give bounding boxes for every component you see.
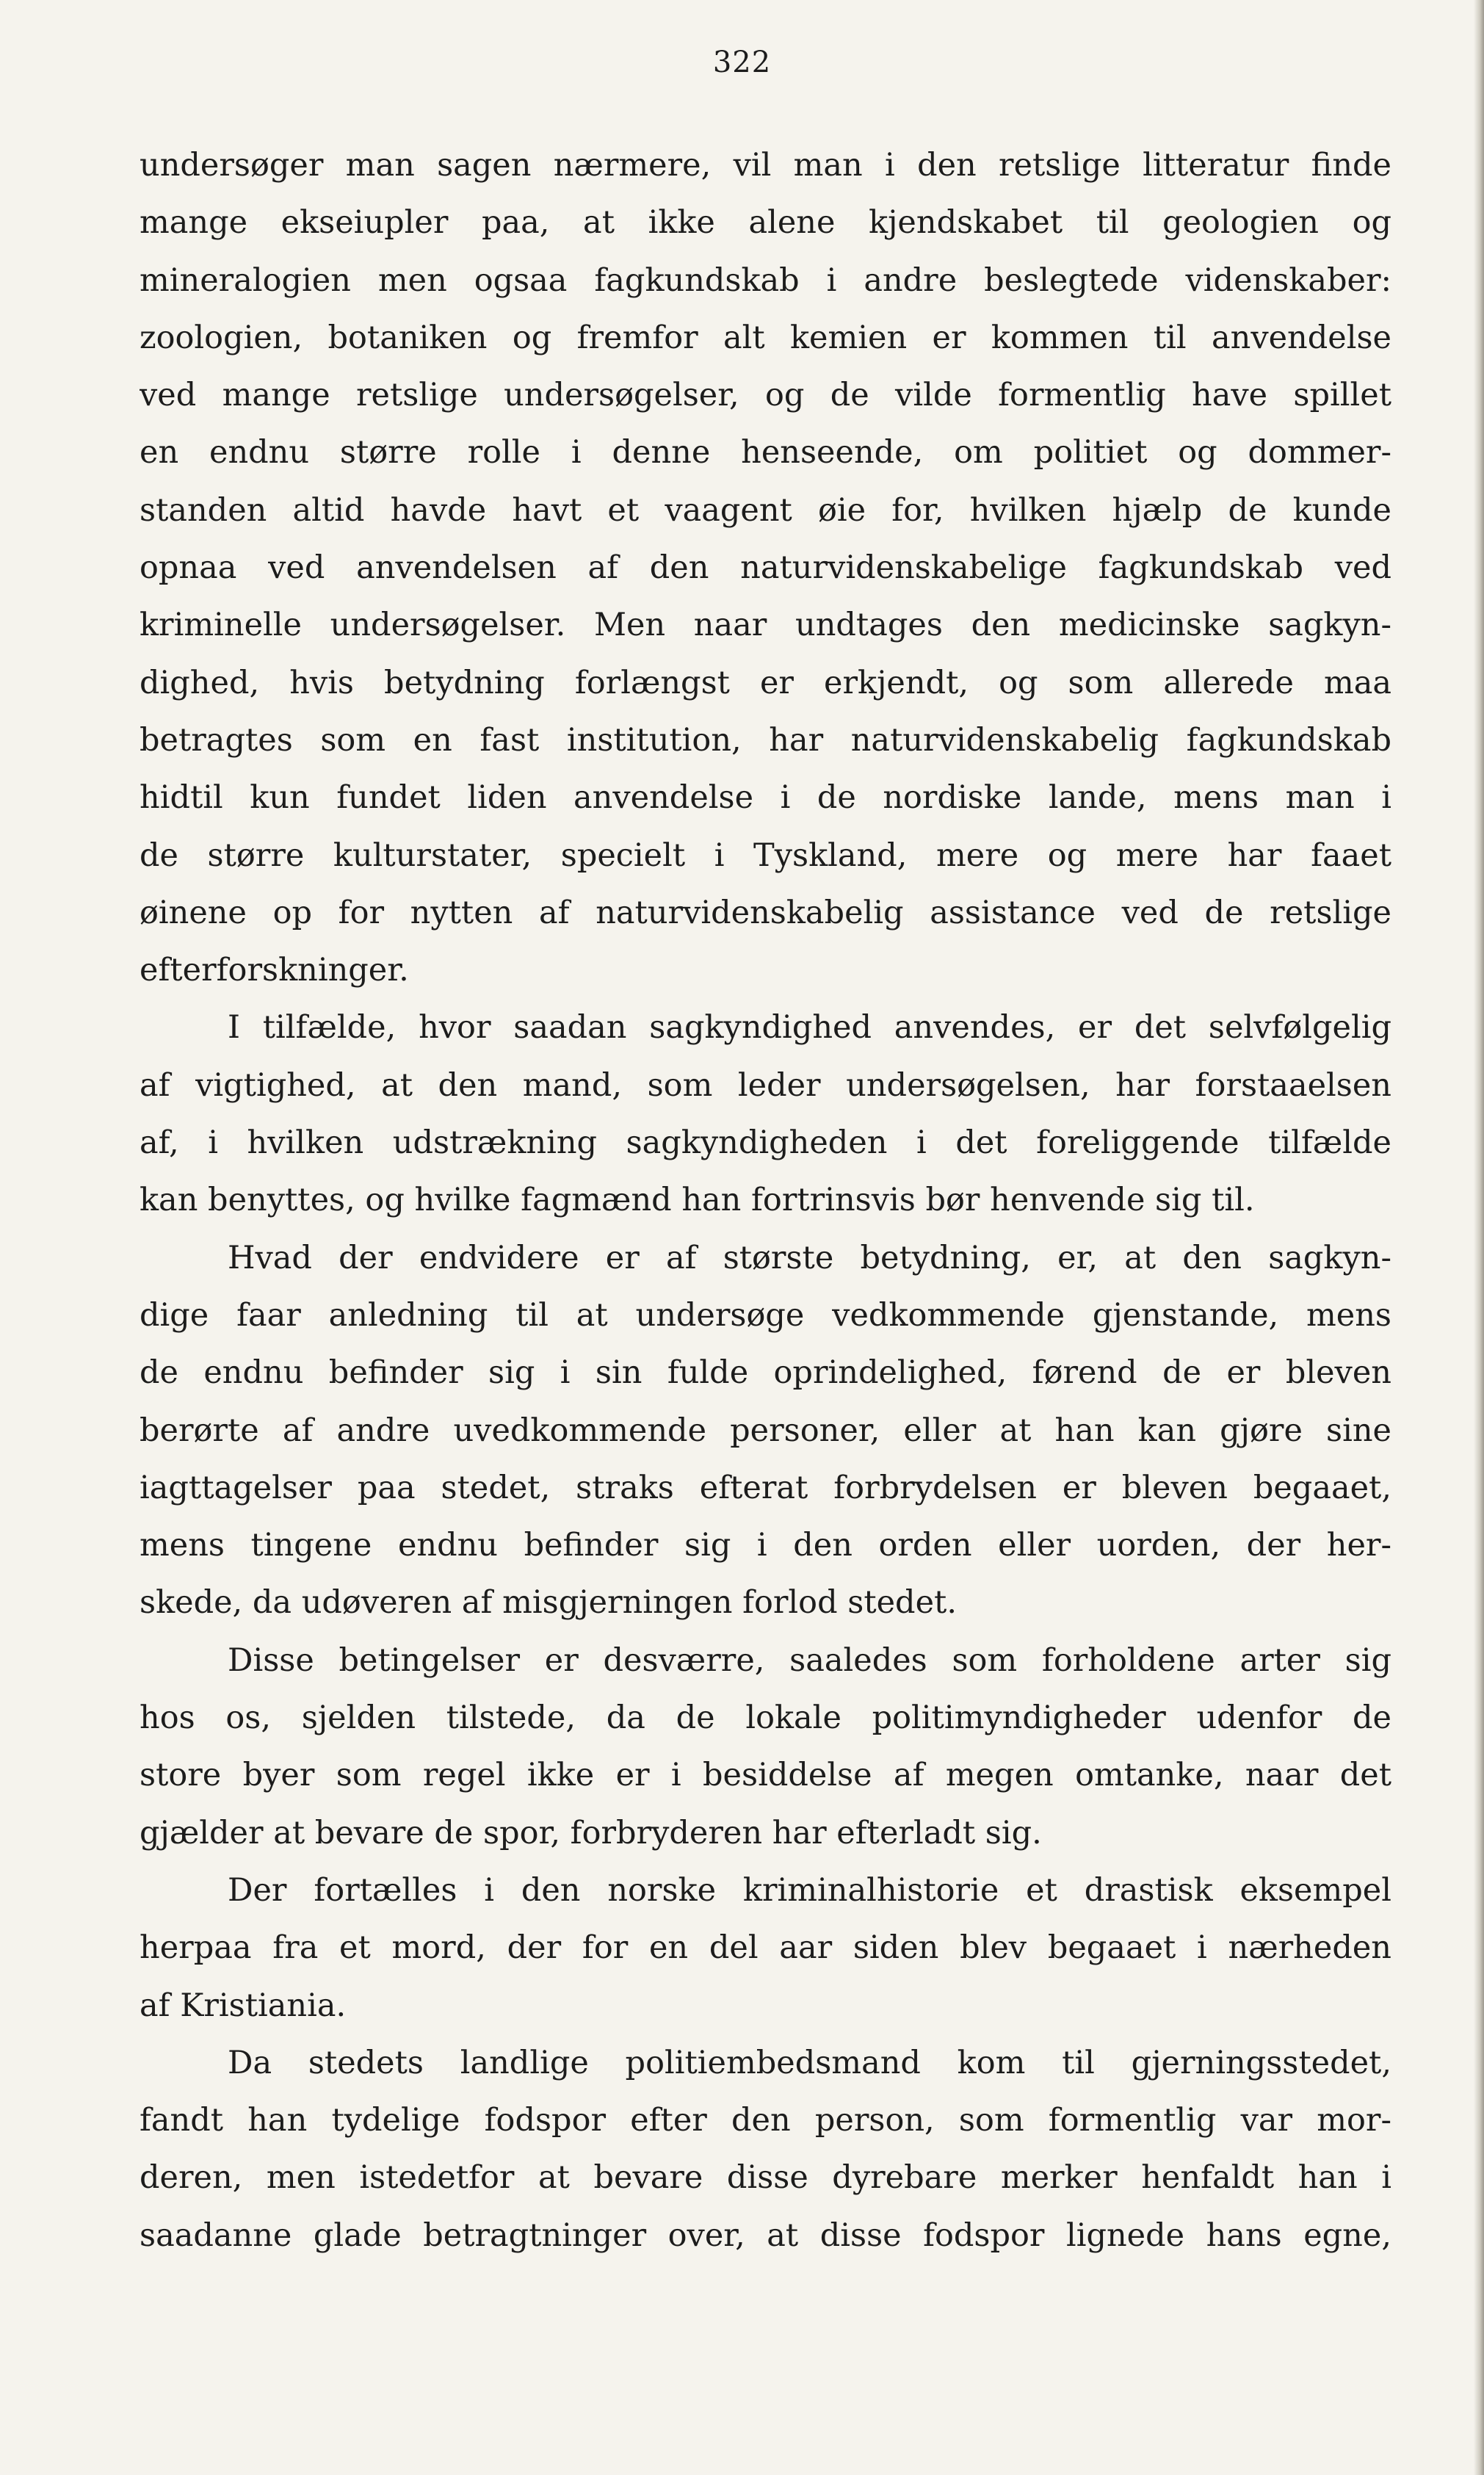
- text-line: hos os, sjelden tilstede, da de lokale politimyndigheder udenfor de: [140, 1699, 1391, 1737]
- text-line: ved mange retslige undersøgelser, og de vilde formentlig have spillet: [140, 377, 1391, 414]
- text-line: zoologien, botaniken og fremfor alt kemien er kommen til anvendelse: [140, 319, 1391, 356]
- text-line: en endnu større rolle i denne henseende, om politiet og dommer-: [140, 434, 1391, 471]
- text-line: herpaa fra et mord, der for en del aar siden blev begaaet i nærheden: [140, 1929, 1391, 1967]
- text-line: af vigtighed, at den mand, som leder undersøgelsen, har forstaaelsen: [140, 1066, 1391, 1104]
- text-line: Der fortælles i den norske kriminalhistorie et drastisk eksempel: [228, 1871, 1391, 1909]
- text-line: gjælder at bevare de spor, forbryderen har efterladt sig.: [140, 1814, 1042, 1851]
- text-line: mineralogien men ogsaa fagkundskab i andre beslegtede videnskaber:: [140, 261, 1391, 299]
- page-number: 322: [712, 46, 772, 79]
- text-line: iagttagelser paa stedet, straks efterat forbrydelsen er bleven begaaet,: [140, 1469, 1391, 1506]
- text-line: fandt han tydelige fodspor efter den person, som formentlig var mor-: [140, 2102, 1391, 2139]
- text-line: skede, da udøveren af misgjerningen forlod stedet.: [140, 1584, 957, 1622]
- text-line: kan benyttes, og hvilke fagmænd han fortrinsvis bør henvende sig til.: [140, 1182, 1255, 1219]
- text-line: Hvad der endvidere er af største betydning, er, at den sagkyn-: [228, 1239, 1391, 1276]
- text-line: af, i hvilken udstrækning sagkyndigheden i det foreliggende tilfælde: [140, 1124, 1391, 1162]
- text-line: berørte af andre uvedkommende personer, eller at han kan gjøre sine: [140, 1412, 1391, 1449]
- text-line: mange ekseiupler paa, at ikke alene kjendskabet til geologien og: [140, 204, 1391, 242]
- text-line: dighed, hvis betydning forlængst er erkjendt, og som allerede maa: [140, 664, 1391, 701]
- text-line: de større kulturstater, specielt i Tyskland, mere og mere har faaet: [140, 837, 1391, 874]
- text-line: kriminelle undersøgelser. Men naar undtages den medicinske sagkyn-: [140, 607, 1391, 644]
- page-edge-shadow: [1474, 0, 1484, 2475]
- text-line: mens tingene endnu befinder sig i den orden eller uorden, der her-: [140, 1527, 1391, 1564]
- text-line: hidtil kun fundet liden anvendelse i de nordiske lande, mens man i: [140, 779, 1391, 817]
- paragraph: [140, 2034, 1391, 2264]
- text-line: opnaa ved anvendelsen af den naturvidenskabelige fagkundskab ved: [140, 549, 1391, 587]
- text-line: de endnu befinder sig i sin fulde oprindelighed, førend de er bleven: [140, 1354, 1391, 1392]
- text-line: I tilfælde, hvor saadan sagkyndighed anvendes, er det selvfølgelig: [228, 1009, 1391, 1047]
- text-line: deren, men istedetfor at bevare disse dyrebare merker henfaldt han i: [140, 2159, 1391, 2197]
- text-line: Da stedets landlige politiembedsmand kom til gjerningsstedet,: [228, 2044, 1391, 2081]
- body-text: [140, 137, 1391, 2264]
- text-line: saadanne glade betragtninger over, at disse fodspor lignede hans egne,: [140, 2216, 1391, 2254]
- paragraph: [140, 137, 1391, 999]
- text-line: af Kristiania.: [140, 1987, 347, 2024]
- text-line: efterforskninger.: [140, 952, 409, 989]
- paragraph: [140, 999, 1391, 1229]
- text-line: store byer som regel ikke er i besiddelse af megen omtanke, naar det: [140, 1757, 1391, 1794]
- text-line: undersøger man sagen nærmere, vil man i den retslige litteratur finde: [140, 147, 1391, 184]
- text-line: øinene op for nytten af naturvidenskabelig assistance ved de retslige: [140, 894, 1391, 931]
- paragraph: [140, 1862, 1391, 2034]
- paragraph: [140, 1229, 1391, 1632]
- paragraph: [140, 1632, 1391, 1862]
- text-line: Disse betingelser er desværre, saaledes som forholdene arter sig: [228, 1641, 1391, 1679]
- text-line: dige faar anledning til at undersøge vedkommende gjenstande, mens: [140, 1296, 1391, 1334]
- text-line: standen altid havde havt et vaagent øie for, hvilken hjælp de kunde: [140, 491, 1391, 529]
- text-line: betragtes som en fast institution, har naturvidenskabelig fagkundskab: [140, 721, 1391, 759]
